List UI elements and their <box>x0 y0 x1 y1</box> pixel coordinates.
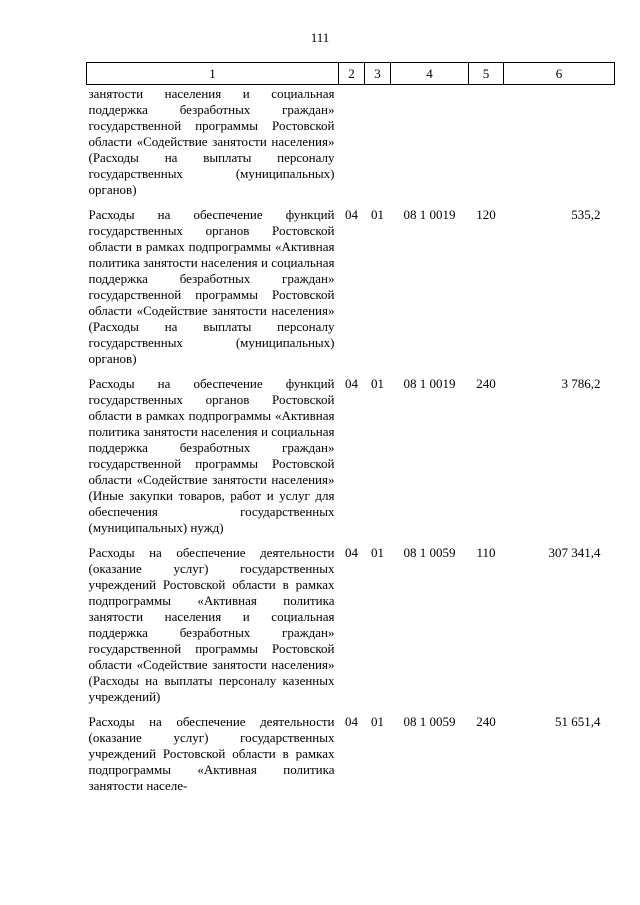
table-row <box>87 712 615 801</box>
row-amount <box>504 85 615 206</box>
row-description: Расходы на обеспечение деятельности (оказание услуг) государственных учреждений Ростовской области в рамках подпрограммы «Активная политика занятости населе- <box>88 714 335 793</box>
row-description: занятости населения и социальная поддержка безработных граждан» государственной программы Ростовской области «Содействие занятости населения» (Расходы на выплаты персоналу государственных (муниципальных) органов) <box>88 86 335 197</box>
row-expense-type: 120 <box>476 207 496 222</box>
row-expense-type: 240 <box>476 376 496 391</box>
column-header-1: 1 <box>87 63 339 85</box>
row-target-article <box>391 85 469 206</box>
table-row <box>87 85 615 206</box>
row-expense-type: 240 <box>476 714 496 729</box>
row-section: 04 <box>345 207 358 222</box>
row-amount: 307 341,4 <box>548 545 601 560</box>
row-section <box>339 85 365 206</box>
column-header-4: 4 <box>391 63 469 85</box>
row-subsection: 01 <box>371 714 384 729</box>
column-header-6: 6 <box>504 63 615 85</box>
row-description: Расходы на обеспечение функций государственных органов Ростовской области в рамках подпрограммы «Активная политика занятости населения и социальная поддержка безработных граждан» государственной программы Ростовской области «Содействие занятости населения» (Расходы на выплаты персоналу государственных (муниципальных) органов) <box>88 207 335 366</box>
column-header-2: 2 <box>339 63 365 85</box>
row-description: Расходы на обеспечение деятельности (оказание услуг) государственных учреждений Ростовской области в рамках подпрограммы «Активная политика занятости населения и социальная поддержка безработных граждан» государственной программы Ростовской области «Содействие занятости населения» (Расходы на выплаты персоналу казенных учреждений) <box>88 545 335 704</box>
row-expense-type: 110 <box>476 545 496 560</box>
row-subsection: 01 <box>371 376 384 391</box>
column-header-3: 3 <box>365 63 391 85</box>
table-row <box>87 205 615 374</box>
row-target-article: 08 1 0019 <box>403 207 456 222</box>
row-amount: 3 786,2 <box>561 376 601 391</box>
column-header-5: 5 <box>469 63 504 85</box>
row-target-article: 08 1 0019 <box>403 376 456 391</box>
table-header-row <box>87 63 615 85</box>
row-section: 04 <box>345 376 358 391</box>
row-expense-type <box>469 85 504 206</box>
row-section: 04 <box>345 545 358 560</box>
budget-table <box>86 62 615 801</box>
row-subsection <box>365 85 391 206</box>
row-subsection: 01 <box>371 207 384 222</box>
row-target-article: 08 1 0059 <box>403 714 456 729</box>
page-number: 111 <box>310 30 330 45</box>
row-amount: 535,2 <box>571 207 601 222</box>
table-row <box>87 374 615 543</box>
row-description: Расходы на обеспечение функций государственных органов Ростовской области в рамках подпрограммы «Активная политика занятости населения и социальная поддержка безработных граждан» государственной программы Ростовской области «Содействие занятости населения» (Иные закупки товаров, работ и услуг для обеспечения государственных (муниципальных) нужд) <box>88 376 335 535</box>
row-target-article: 08 1 0059 <box>403 545 456 560</box>
table-row <box>87 543 615 712</box>
row-section: 04 <box>345 714 358 729</box>
row-subsection: 01 <box>371 545 384 560</box>
row-amount: 51 651,4 <box>555 714 601 729</box>
